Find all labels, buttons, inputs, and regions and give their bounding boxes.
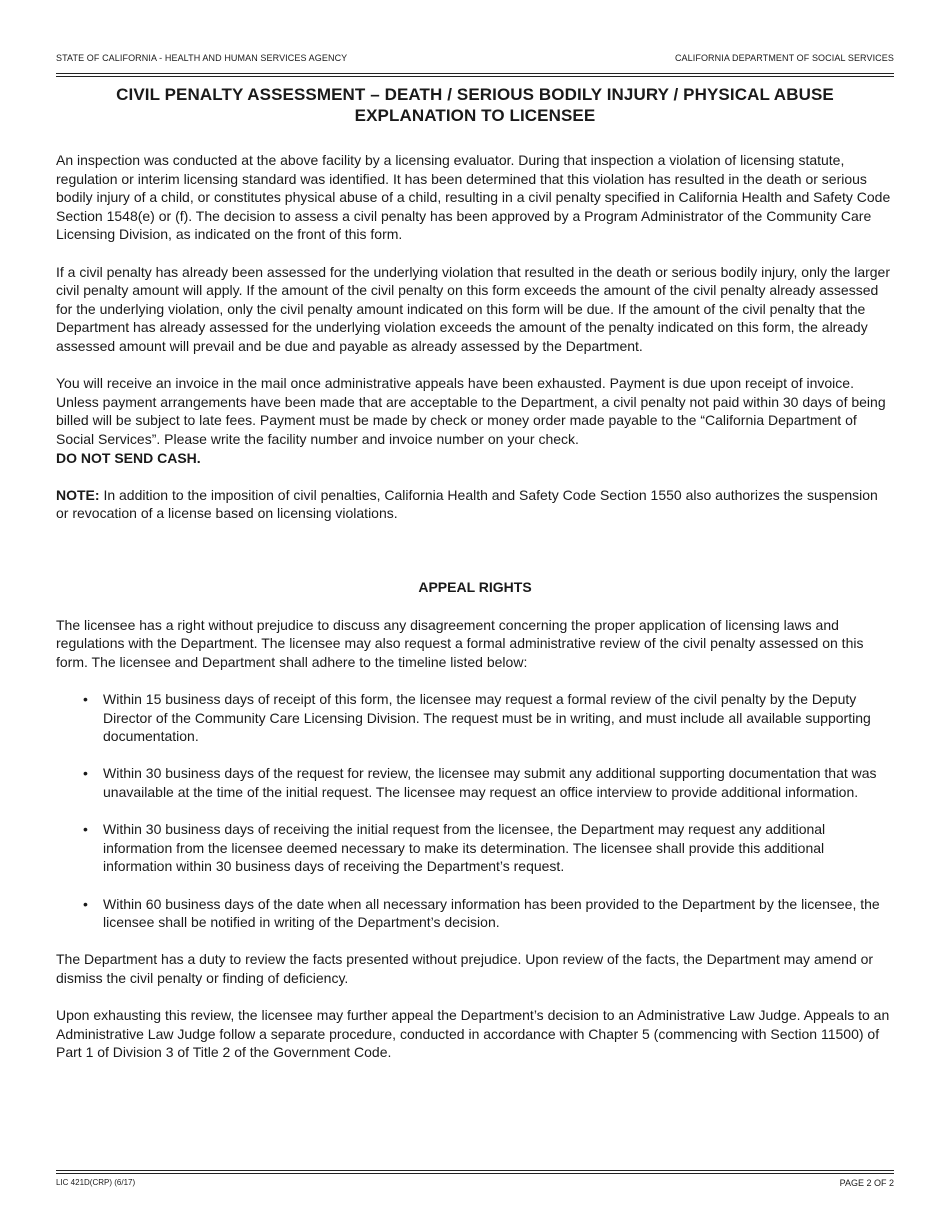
section-spacer xyxy=(56,541,894,578)
form-title xyxy=(56,84,894,126)
bullet-icon: • xyxy=(83,821,88,838)
page-number: PAGE 2 OF 2 xyxy=(839,1178,894,1188)
list-item xyxy=(56,764,894,801)
list-item-text: Within 60 business days of the date when all necessary information has been provided to the Department by the licensee, the licensee shall be notified in writing of the Department’s decision. xyxy=(103,895,880,931)
list-item xyxy=(56,820,894,876)
document-page xyxy=(56,0,894,1230)
appeal-intro: The licensee has a right without prejudice to discuss any disagreement concerning the proper application of licensing laws and regulations with the Department. The licensee may also request a formal administrative review of the civil penalty assessed on this form. The licensee and Department shall adhere to the timeline listed below: xyxy=(56,616,864,670)
paragraph-inspection: An inspection was conducted at the above facility by a licensing evaluator. During that inspection a violation of licensing statute, regulation or interim licensing standard was identified. It has been determined that this violation has resulted in the death or serious bodily injury of a child, or constitutes physical abuse of a child, resulting in a civil penalty specified in California Health and Safety Code Section 1548(e) or (f). The decision to assess a civil penalty has been approved by a Program Administrator of the Community Care Licensing Division, as indicated on the front of this form. xyxy=(56,152,891,243)
document-body xyxy=(56,151,894,1081)
no-cash-warning: DO NOT SEND CASH. xyxy=(56,449,201,466)
list-item xyxy=(56,895,894,932)
form-title-line2: EXPLANATION TO LICENSEE xyxy=(354,106,596,125)
form-title-line1: CIVIL PENALTY ASSESSMENT – DEATH / SERIOUS BODILY INJURY / PHYSICAL ABUSE xyxy=(116,85,834,104)
appeal-timeline-list xyxy=(56,690,894,932)
list-item-text: Within 30 business days of receiving the initial request from the licensee, the Department may request any additional information from the licensee deemed necessary to make its determination. The licensee shall provide this additional information within 30 business days of receiving the Department’s request. xyxy=(103,821,826,875)
appeal-rights-heading: APPEAL RIGHTS xyxy=(418,579,532,596)
paragraph-payment xyxy=(56,374,894,467)
payment-text: You will receive an invoice in the mail once administrative appeals have been exhausted. Payment is due upon receipt of invoice. Unless payment arrangements have been made that are acceptable to the Department, a civil penalty not paid within 30 days of being billed will be subject to late fees. Payment must be made by check or money order made payable to the “California Department of Social Services”. Please write the facility number and invoice number on your check. xyxy=(56,375,886,447)
form-id: LIC 421D(CRP) (6/17) xyxy=(56,1178,136,1187)
footer-rule-top xyxy=(56,1170,894,1171)
bullet-icon: • xyxy=(83,895,88,912)
header-rule-bottom xyxy=(56,76,894,77)
paragraph-prior-penalty: If a civil penalty has already been assessed for the underlying violation that resulted in the death or serious bodily injury, only the larger civil penalty amount will apply. If the amount of the civil penalty on this form exceeds the amount of the civil penalty already assessed for the underlying violation, only the civil penalty amount indicated on this form will be due. If the amount of the civil penalty that the Department has already assessed for the underlying violation exceeds the amount of the penalty indicated on this form, the already assessed amount will prevail and be due and payable as already assessed by the Department. xyxy=(56,263,890,354)
list-item-text: Within 30 business days of the request for review, the licensee may submit any additional supporting documentation that was unavailable at the time of the initial request. The licensee may request an office interview to provide additional information. xyxy=(103,765,877,800)
list-item xyxy=(56,690,894,746)
note-label: NOTE: xyxy=(56,486,100,503)
header-rule-top xyxy=(56,73,894,74)
footer-rule-bottom xyxy=(56,1173,894,1174)
bullet-icon: • xyxy=(83,765,88,782)
list-item-text: Within 15 business days of receipt of this form, the licensee may request a formal review of the civil penalty by the Deputy Director of the Community Care Licensing Division. The request must be in writing, and must include all available supporting documentation. xyxy=(103,691,871,745)
agency-name: STATE OF CALIFORNIA - HEALTH AND HUMAN SERVICES AGENCY xyxy=(56,53,348,63)
department-name: CALIFORNIA DEPARTMENT OF SOCIAL SERVICES xyxy=(674,53,894,63)
paragraph-department-duty: The Department has a duty to review the facts presented without prejudice. Upon review of the facts, the Department may amend or dismiss the civil penalty or finding of deficiency. xyxy=(56,951,874,986)
paragraph-note xyxy=(56,486,894,523)
paragraph-further-appeal: Upon exhausting this review, the licensee may further appeal the Department’s decision to an Administrative Law Judge. Appeals to an Administrative Law Judge follow a separate procedure, conducted in accordance with Chapter 5 (commencing with Section 11500) of Part 1 of Division 3 of Title 2 of the Government Code. xyxy=(56,1007,890,1061)
bullet-icon: • xyxy=(83,691,88,708)
note-text: In addition to the imposition of civil penalties, California Health and Safety Code Section 1550 also authorizes the suspension or revocation of a license based on licensing violations. xyxy=(56,486,878,522)
page-header xyxy=(56,53,894,67)
